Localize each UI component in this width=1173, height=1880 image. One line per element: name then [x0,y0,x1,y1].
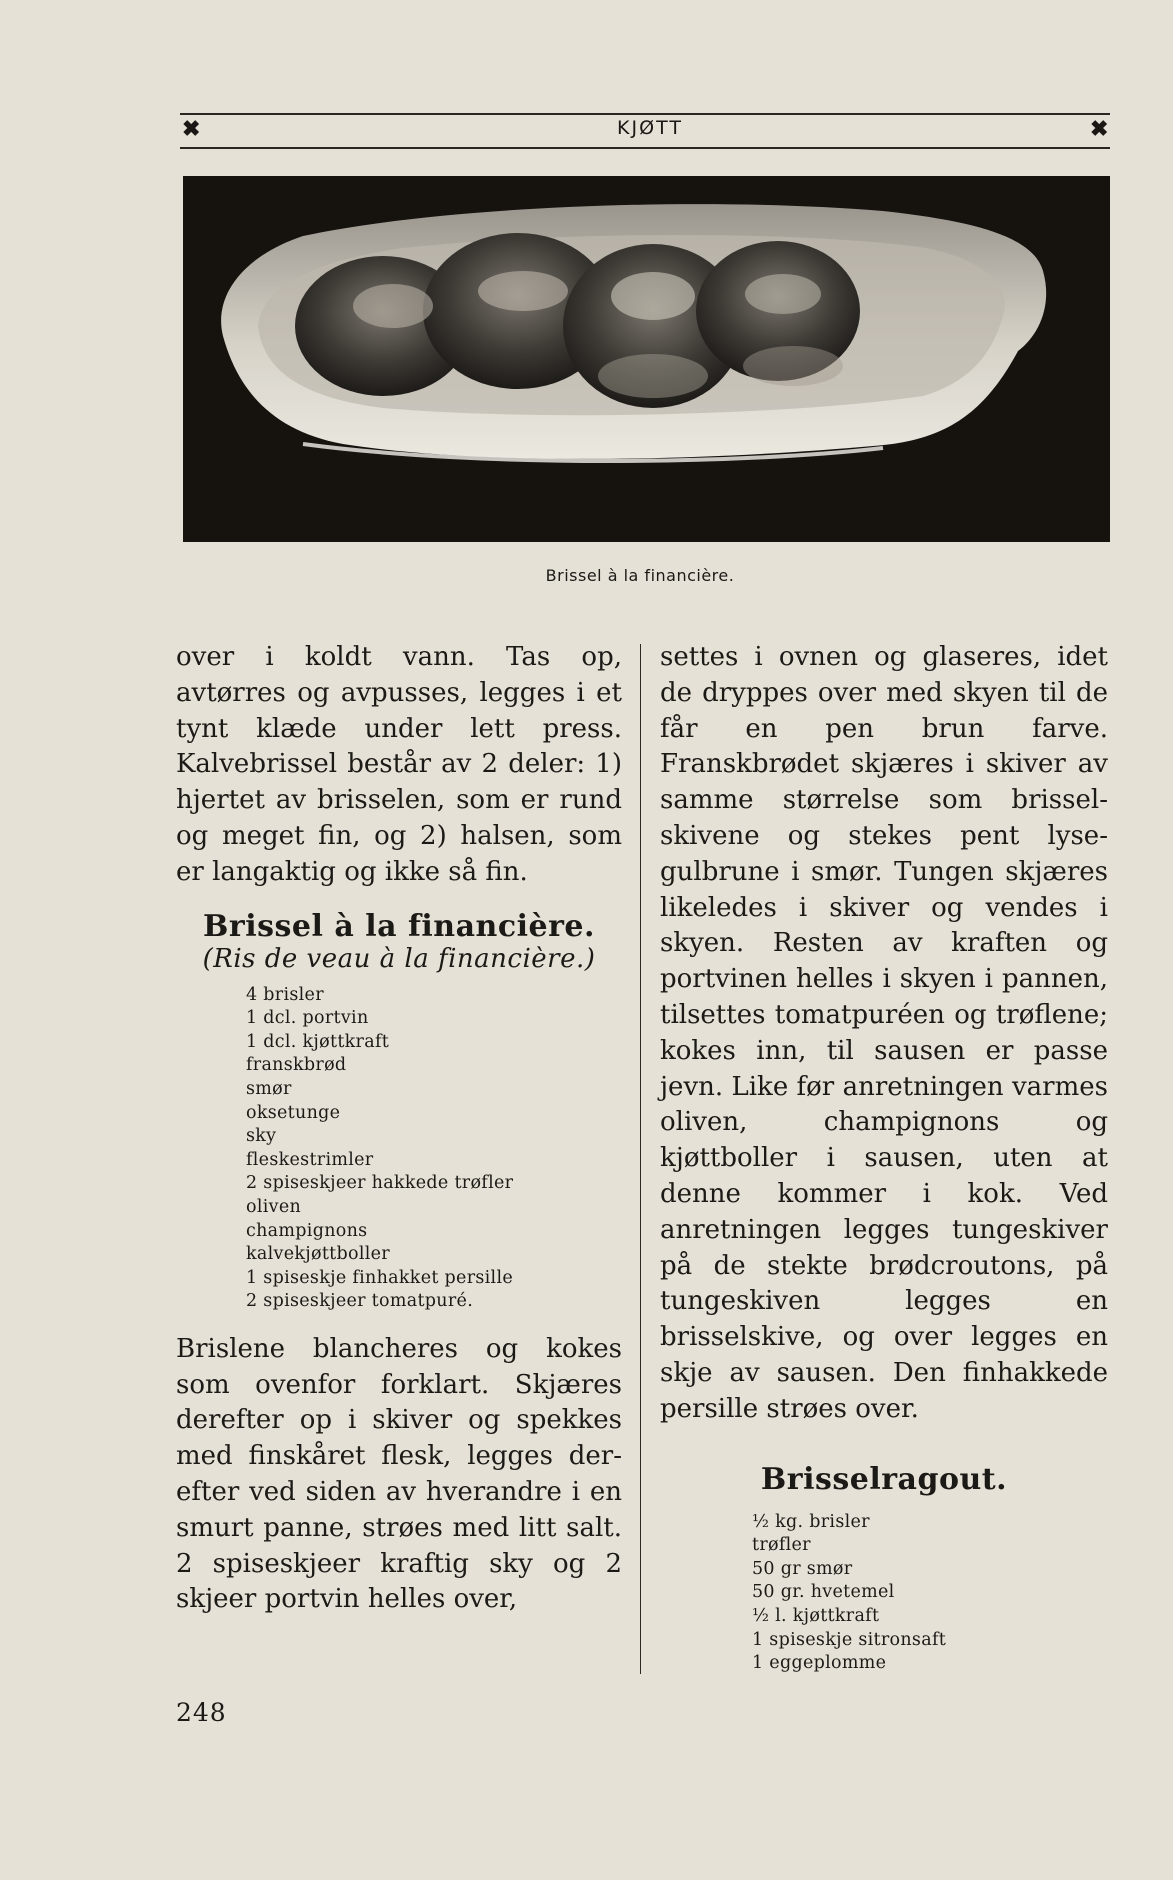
header-rule-top [180,113,1110,115]
recipe-title-brisselragout: Brisselragout. [760,1461,1008,1497]
ingredient-item: 1 spiseskje sitronsaft [752,1629,947,1650]
method-paragraph-right: settes i ovnen og glaseres, idet de dryppes over med skyen til de får en pen brun farve. Franskbrødet skjæres i skiver av samme størrelse som brisselskivene og stekes pent lysegulbrune i smør. Tungen skjæres likeledes i skiver og vendes i skyen. Resten av kraften og portvinen helles i skyen i pannen, tilsettes tomatpuréen og trøflene; kokes inn, til sausen er passe jevn. Like før anretningen varmes oliven, champignons og kjøttboller i sausen, uten at denne kommer i kok. Ved anretningen legges tungeskiver på de stekte brødcroutons, på tungeskiven legges en brisselskive, og over legges en skje av sausen. Den finhakkede persille strøes over. [660,642,1108,1424]
recipe-title-brissel-financiere: Brissel à la financière. [203,908,595,944]
left-column [176,640,622,1618]
ingredient-item: 50 gr smør [752,1558,853,1579]
ingredient-item: champignons [246,1220,368,1241]
ingredient-item: 1 spiseskje finhakket persille [246,1267,514,1288]
page-number: 248 [176,1698,227,1727]
recipe-subtitle-french: (Ris de veau à la financière.) [202,943,596,974]
right-column [660,640,1108,1676]
ingredient-item: ½ kg. brisler [752,1511,870,1532]
ingredient-item: 2 spiseskjeer hakkede trøfler [246,1173,514,1194]
ingredient-item: franskbrød [246,1055,347,1076]
ingredient-item: 4 brisler [246,984,324,1005]
ingredient-item: 2 spiseskjeer tomatpuré. [246,1291,474,1312]
ingredient-item: fleskestrimler [246,1149,374,1170]
intro-paragraph: over i koldt vann. Tas op, avtørres og avpusses, legges i et tynt klæde under lett press. Kalvebrissel består av 2 deler: 1) hjertet av brisselen, som er rund og meget fin, og 2) halsen, som er langaktig og ikke så fin. [176,642,622,887]
ingredient-item: trøfler [752,1535,811,1556]
method-paragraph-left: Brislene blancheres og kokes som ovenfor forklart. Skjæres derefter op i skiver og spekkes med finskåret flesk, legges derefter ved siden av hverandre i en smurt panne, strøes med litt salt. 2 spiseskjeer kraftig sky og 2 skjeer portvin helles over, [176,1333,622,1615]
ingredient-item: smør [246,1078,292,1099]
header-ornament-right: ✖ [1090,116,1109,142]
ingredient-item: oliven [246,1196,302,1217]
ingredient-item: 1 dcl. kjøttkraft [246,1031,390,1052]
ingredient-item: oksetunge [246,1102,341,1123]
ingredient-item: ½ l. kjøttkraft [752,1605,880,1626]
ingredient-item: 1 eggeplomme [752,1653,887,1674]
ingredient-list-brisselragout [660,1511,1108,1676]
running-header-title: KJØTT [617,117,683,139]
ingredient-list-financiere [176,984,622,1314]
ingredient-item: sky [246,1126,277,1147]
ingredient-item: 1 dcl. portvin [246,1008,369,1029]
ingredient-item: 50 gr. hvetemel [752,1582,895,1603]
dish-photograph [183,176,1110,542]
dish-illustration [183,176,1110,542]
ingredient-item: kalvekjøttboller [246,1244,390,1265]
header-ornament-left: ✖ [182,116,201,142]
column-divider [640,644,641,1674]
header-rule-bottom [180,147,1110,149]
figure-caption: Brissel à la financière. [545,566,735,585]
